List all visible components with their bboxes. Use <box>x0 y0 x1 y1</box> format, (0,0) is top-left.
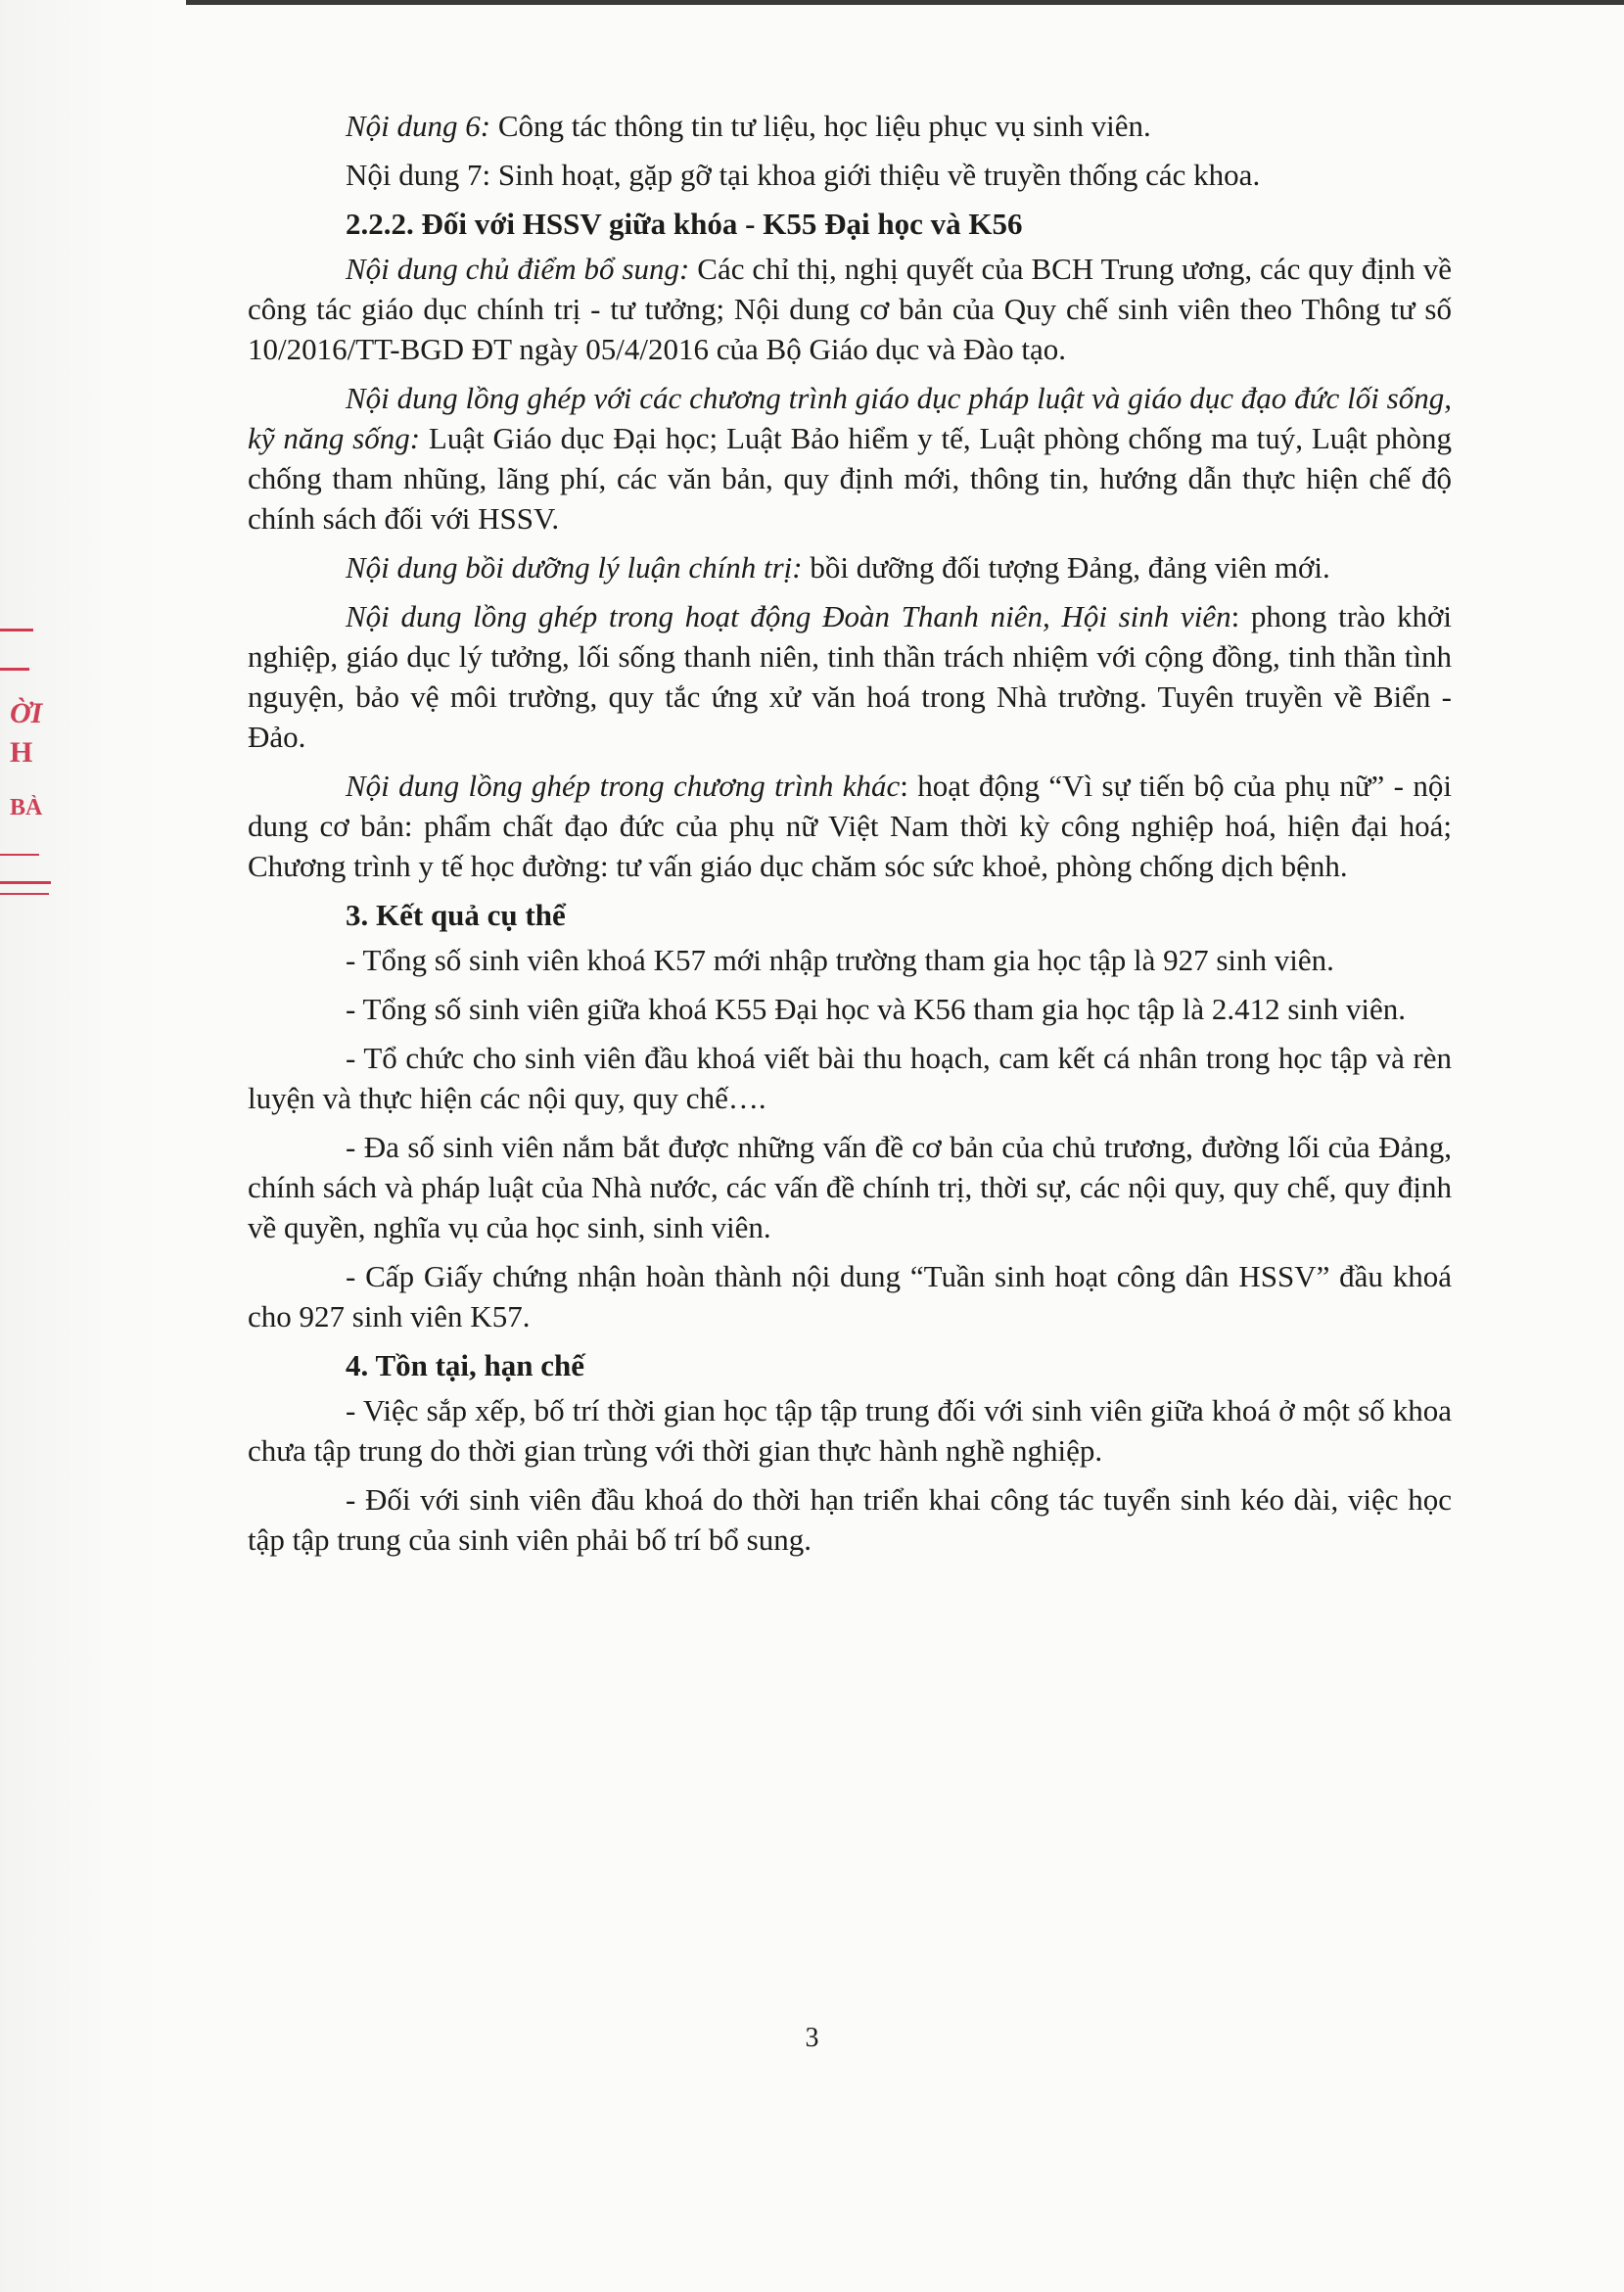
paragraph-result-certificate: - Cấp Giấy chứng nhận hoàn thành nội dung “Tuần sinh hoạt công dân HSSV” đầu khoá cho 927 sinh viên K57. <box>248 1259 1452 1333</box>
paragraph-supplementary-content <box>248 249 1452 369</box>
paragraph-result-essay: - Tổ chức cho sinh viên đầu khoá viết bài thu hoạch, cam kết cá nhân trong học tập và rèn luyện và thực hiện các nội quy, quy chế…. <box>248 1041 1452 1115</box>
scan-left-margin <box>0 0 186 2292</box>
stamp-text-3: BÀ <box>10 795 43 820</box>
paragraph-limitation-2: - Đối với sinh viên đầu khoá do thời hạn triển khai công tác tuyển sinh kéo dài, việc học tập tập trung của sinh viên phải bố trí bổ sung. <box>248 1482 1452 1557</box>
supplementary-text: Các chỉ thị, nghị quyết của BCH Trung ương, các quy định về công tác giáo dục chính trị - tư tưởng; Nội dung cơ bản của Quy chế sinh viên theo Thông tư số 10/2016/TT-BGD ĐT ngày 05/4/2016 của Bộ Giáo dục và Đào tạo. <box>248 252 1452 366</box>
section-heading-2-2-2: 2.2.2. Đối với HSSV giữa khóa - K55 Đại học và K56 <box>346 207 1023 241</box>
document-body <box>248 106 1452 1568</box>
political-theory-text: bồi dưỡng đối tượng Đảng, đảng viên mới. <box>802 550 1330 585</box>
paragraph-political-theory <box>248 547 1452 587</box>
law-education-label: Nội dung lồng ghép với các chương trình giáo dục pháp luật và giáo dục đạo đức lối sống, kỹ năng sống: <box>248 381 1452 455</box>
page-number: 3 <box>805 2023 819 2053</box>
youth-union-text: : phong trào khởi nghiệp, giáo dục lý tưởng, lối sống thanh niên, tinh thần trách nhiệm với cộng đồng, tinh thần tình nguyện, bảo vệ môi trường, quy tắc ứng xử văn hoá trong Nhà trường. Tuyên truyền về Biển - Đảo. <box>248 599 1452 754</box>
stamp-text-1: ỜI <box>10 697 43 729</box>
content-6-label: Nội dung 6: <box>346 109 491 143</box>
content-6-text: Công tác thông tin tư liệu, học liệu phục vụ sinh viên. <box>490 109 1151 143</box>
law-education-text: Luật Giáo dục Đại học; Luật Bảo hiểm y tế, Luật phòng chống ma tuý, Luật phòng chống tham nhũng, lãng phí, các văn bản, quy định mới, thông tin, hướng dẫn thực hiện chế độ chính sách đối với HSSV. <box>248 421 1453 536</box>
stamp-text-2: H <box>10 736 33 769</box>
paragraph-result-k55-k56: - Tổng số sinh viên giữa khoá K55 Đại học và K56 tham gia học tập là 2.412 sinh viên. <box>346 992 1406 1026</box>
other-programs-label: Nội dung lồng ghép trong chương trình khác <box>346 769 901 803</box>
political-theory-label: Nội dung bồi dưỡng lý luận chính trị: <box>346 550 803 585</box>
supplementary-label: Nội dung chủ điểm bổ sung: <box>346 252 690 286</box>
paragraph-limitation-1: - Việc sắp xếp, bố trí thời gian học tập tập trung đối với sinh viên giữa khoá ở một số khoa chưa tập trung do thời gian trùng với thời gian thực hành nghề nghiệp. <box>248 1393 1452 1468</box>
paragraph-result-understanding: - Đa số sinh viên nắm bắt được những vấn đề cơ bản của chủ trương, đường lối của Đảng, chính sách và pháp luật của Nhà nước, các vấn đề chính trị, thời sự, các nội quy, quy chế, quy định về quyền, nghĩa vụ của học sinh, sinh viên. <box>248 1130 1452 1244</box>
paragraph-content-7: Nội dung 7: Sinh hoạt, gặp gỡ tại khoa giới thiệu về truyền thống các khoa. <box>346 158 1261 192</box>
paragraph-content-6 <box>248 106 1452 146</box>
other-programs-text: : hoạt động “Vì sự tiến bộ của phụ nữ” - nội dung cơ bản: phẩm chất đạo đức của phụ nữ Việt Nam thời kỳ công nghiệp hoá, hiện đại hoá; Chương trình y tế học đường: tư vấn giáo dục chăm sóc sức khoẻ, phòng chống dịch bệnh. <box>248 769 1452 883</box>
section-heading-3: 3. Kết quả cụ thể <box>346 898 566 932</box>
section-heading-4: 4. Tồn tại, hạn chế <box>346 1348 585 1382</box>
youth-union-label: Nội dung lồng ghép trong hoạt động Đoàn Thanh niên, Hội sinh viên <box>346 599 1231 633</box>
red-stamp-fragment <box>0 607 69 920</box>
paragraph-result-k57: - Tổng số sinh viên khoá K57 mới nhập trường tham gia học tập là 927 sinh viên. <box>346 943 1334 977</box>
scan-top-edge <box>0 0 1624 5</box>
paragraph-youth-union <box>248 596 1452 757</box>
paragraph-law-education <box>248 378 1452 538</box>
paragraph-other-programs <box>248 766 1452 886</box>
